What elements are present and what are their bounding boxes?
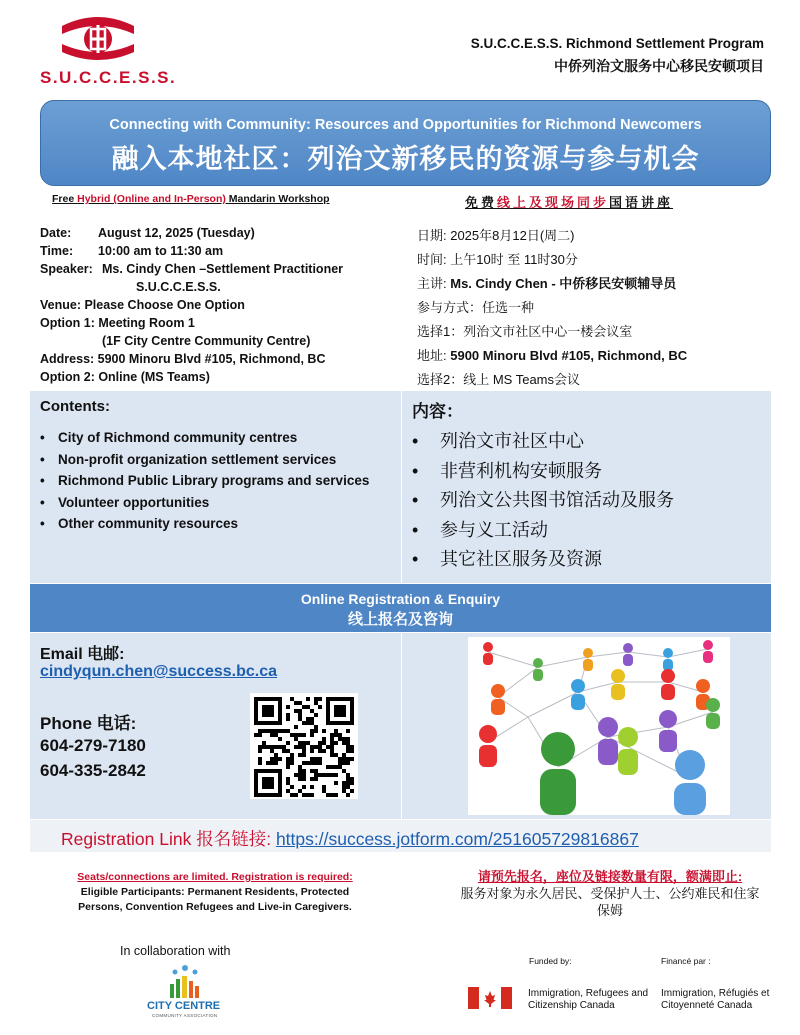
phone-label: Phone 电话: [40,714,137,733]
email-label: Email 电邮: [40,646,125,663]
notice-zh [455,868,765,919]
finance-par-label: Financé par : [661,956,711,966]
banner-title-zh: 融入本地社区：列治文新移民的资源与参与机会 [111,144,700,174]
event-details-en: Date: August 12, 2025 (Tuesday) Time: 10:00 am to 11:30 am Speaker: Ms. Cindy Chen –Settlement Practitioner S.U.C.C.E.S.S. Venue: Please Choose One Option Option 1: Meeting Room 1 (1F City Centre Community Centre) Address: 5900 Minoru Blvd #105, Richmond, BC Option 2: Online (MS Teams) [40,226,344,384]
notice-warning-en: Seats/connections are limited. Registration is required: [77,871,353,883]
contact-panel [30,633,771,819]
qr-code-icon[interactable] [250,693,358,799]
notice-en [60,870,370,915]
workshop-type-en: Free Hybrid (Online and In-Person) Mandarin Workshop [52,193,330,205]
program-name-zh: 中侨列治文服务中心移民安顿项目 [554,58,764,74]
column-divider [401,391,402,583]
contents-panel [30,391,771,583]
list-item: • City of Richmond community centres [40,427,390,449]
registration-link-row [30,820,771,852]
registration-link[interactable]: https://success.jotform.com/251605729816867 [275,829,639,849]
list-item: • 列治文市社区中心 [412,427,674,457]
ircc-name-fr: Immigration, Réfugiés et Citoyenneté Canada [661,988,770,1011]
list-item: • Richmond Public Library programs and services [40,470,390,492]
phone-number-2: 604-335-2842 [40,761,146,780]
partner-name: CITY CENTRE [147,1000,221,1012]
partner-subtitle: COMMUNITY ASSOCIATION [152,1013,218,1018]
city-centre-logo-icon [165,962,205,1000]
registration-header: Online Registration & Enquiry 线上报名及咨询 [30,584,771,632]
contents-title-zh: 内容： [412,402,463,421]
ircc-name-en: Immigration, Refugees and Citizenship Canada [528,988,649,1011]
phone-number-1: 604-279-7180 [40,736,146,755]
contents-list-zh [412,427,674,575]
list-item: • 非营利机构安顿服务 [412,457,674,487]
list-item: • 其它社区服务及资源 [412,545,674,575]
canada-flag-icon [468,987,512,1009]
email-link[interactable]: cindyqun.chen@success.bc.ca [40,663,278,680]
workshop-type-zh: 免费线上及现场同步国语讲座 [465,195,674,210]
list-item: • Non-profit organization settlement services [40,449,390,471]
list-item: • 列治文公共图书馆活动及服务 [412,486,674,516]
contents-title-en: Contents: [40,398,110,415]
notice-eligible-en: Eligible Participants: Permanent Residents, Protected Persons, Convention Refugees and Live-in Caregivers. [78,886,352,913]
program-name-en: S.U.C.C.E.S.S. Richmond Settlement Program [470,36,764,51]
logo-text: S.U.C.C.E.S.S. [40,68,177,87]
registration-link-label: Registration Link 报名链接: [61,829,276,849]
event-details-zh: 日期: 2025年8月12日(周二) 时间: 上午10时 至 11时30分 主讲: Ms. Cindy Chen - 中侨移民安顿辅导员 参与方式：任选一种 选择1：列治文市社区中心一楼会议室 地址: 5900 Minoru Blvd #105, Richmond, BC 选择2：线上 MS Teams会议 [417,228,688,387]
notice-eligible-zh: 服务对象为永久居民、受保护人士、公约难民和住家保姆 [460,886,760,918]
column-divider [401,633,402,819]
funded-by-label: Funded by: [529,956,572,966]
success-logo-icon [60,14,136,64]
phone-numbers [40,733,146,783]
list-item: • 参与义工活动 [412,516,674,546]
contents-list-en [40,427,390,535]
notice-warning-zh: 请预先报名，座位及链接数量有限，额满即止: [477,869,743,884]
list-item: • Volunteer opportunities [40,492,390,514]
list-item: • Other community resources [40,513,390,535]
people-network-image [468,637,730,815]
banner-title-en: Connecting with Community: Resources and Opportunities for Richmond Newcomers [109,117,702,133]
collab-text: In collaboration with [120,944,231,958]
title-banner [40,100,771,186]
